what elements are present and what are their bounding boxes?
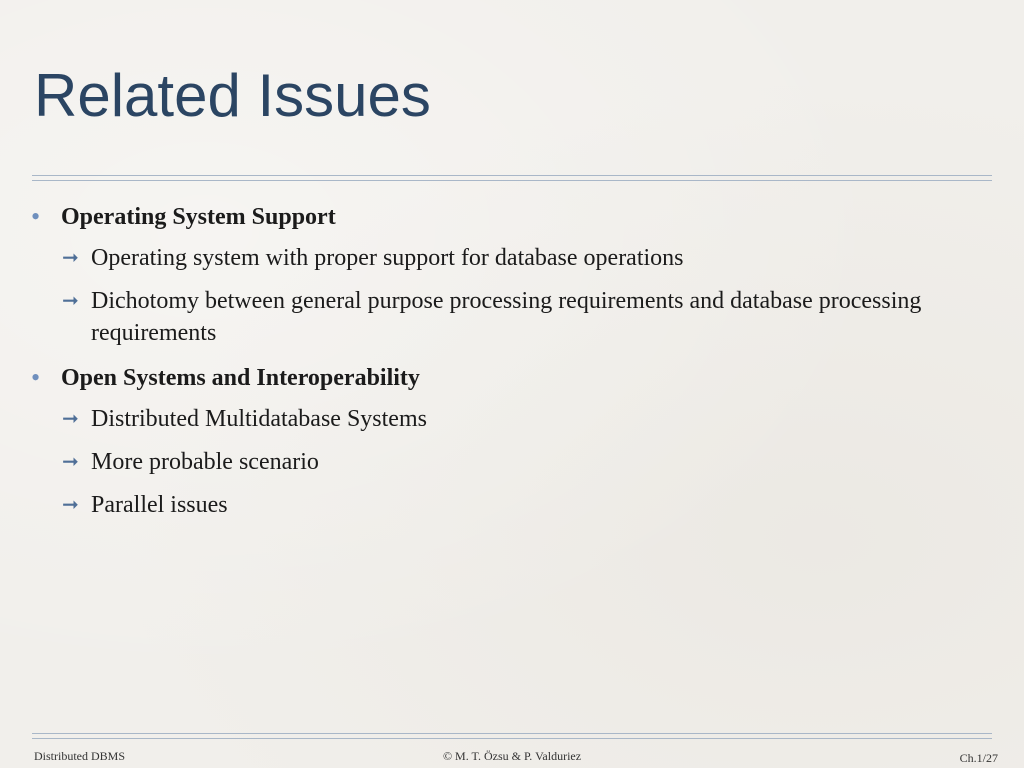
sub-bullet-text: Dichotomy between general purpose processing requirements and database processing requirements: [91, 288, 922, 346]
sub-bullet-item: [30, 242, 980, 274]
sub-bullet-text: Distributed Multidatabase Systems: [91, 406, 427, 432]
bullet-dot-icon: •: [31, 363, 41, 392]
bullet-label: Open Systems and Interoperability: [61, 365, 420, 391]
bullet-item: [30, 359, 980, 397]
sub-bullet-text: Parallel issues: [91, 492, 228, 518]
footer-divider: [32, 733, 992, 739]
arrow-right-icon: ➞: [62, 408, 79, 430]
bullet-label: Operating System Support: [61, 204, 336, 230]
title-divider: [32, 175, 992, 181]
bullet-item: [30, 198, 980, 236]
sub-bullet-item: [30, 489, 980, 521]
arrow-right-icon: ➞: [62, 494, 79, 516]
slide-title: Related Issues: [34, 62, 431, 129]
footer-copyright: © M. T. Özsu & P. Valduriez: [442, 749, 582, 763]
bullet-dot-icon: •: [31, 202, 41, 231]
sub-bullet-text: Operating system with proper support for database operations: [91, 245, 684, 271]
sub-bullet-item: [30, 446, 980, 478]
sub-bullet-item: [30, 403, 980, 435]
arrow-right-icon: ➞: [62, 290, 79, 312]
sub-bullet-item: [30, 285, 980, 349]
slide-body: [30, 198, 980, 521]
arrow-right-icon: ➞: [62, 451, 79, 473]
sub-bullet-text: More probable scenario: [91, 449, 319, 475]
footer-page-number: Ch.1/27: [959, 751, 998, 765]
arrow-right-icon: ➞: [62, 247, 79, 269]
footer-course: Distributed DBMS: [34, 749, 126, 763]
